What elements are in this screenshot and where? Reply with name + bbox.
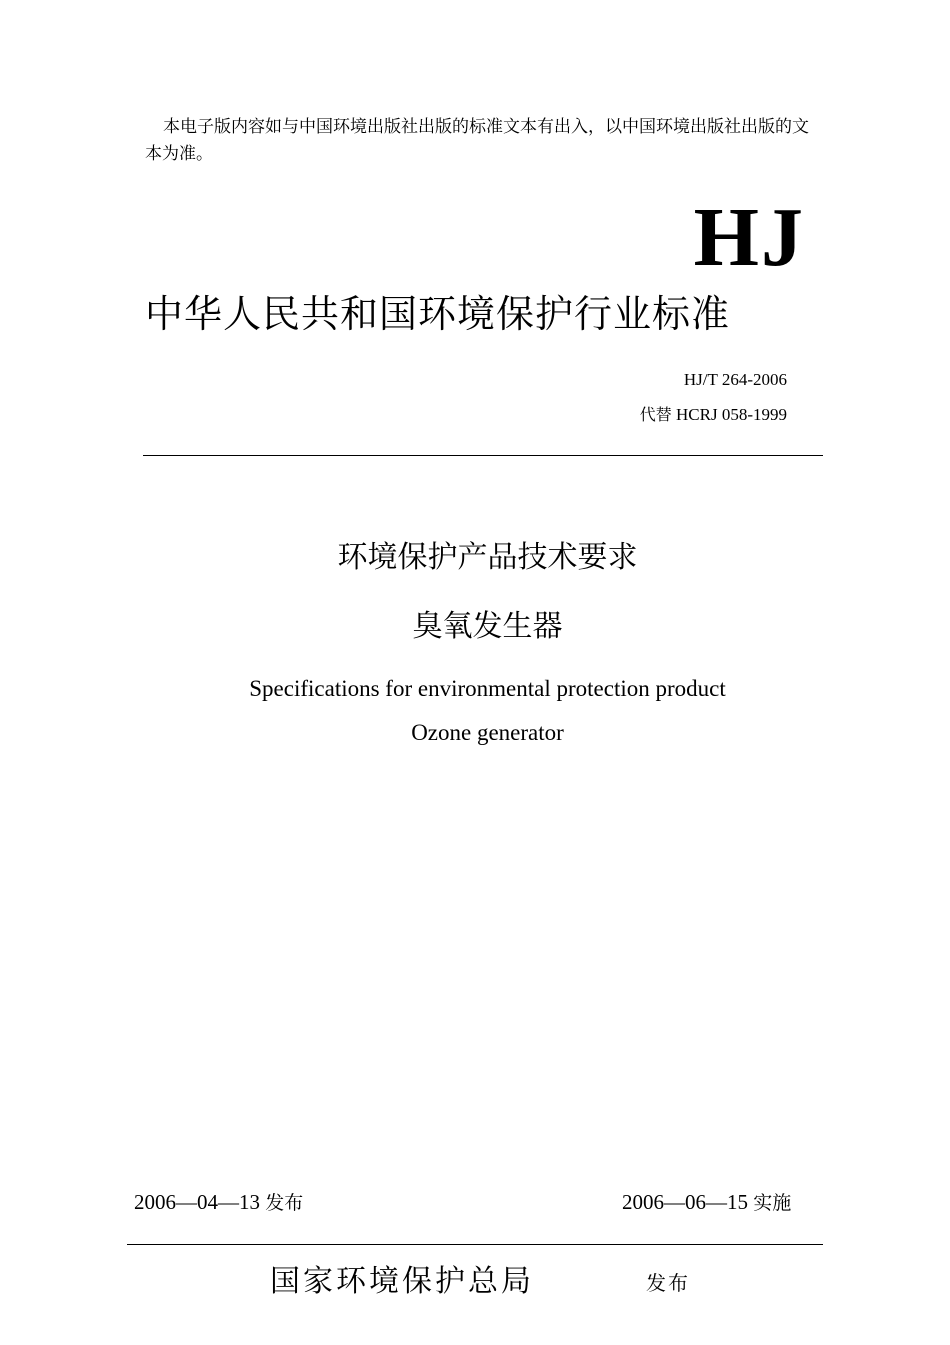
effective-date-label: 实施	[753, 1192, 792, 1214]
issuer-name: 国家环境保护总局	[270, 1264, 534, 1299]
header-divider	[143, 455, 823, 456]
standard-code: HJ/T 264-2006	[683, 370, 787, 389]
title-en-line2: Ozone generator	[411, 720, 564, 745]
replaces-line	[540, 404, 787, 426]
issue-date-line	[134, 1188, 303, 1217]
replaces-code: HCRJ 058-1999	[676, 405, 787, 424]
notice-text: 本电子版内容如与中国环境出版社出版的标准文本有出入，以中国环境出版社出版的文本为准。	[145, 117, 809, 164]
issuer-issue-label: 发布	[646, 1271, 690, 1295]
title-en-line1: Specifications for environmental protection product	[249, 676, 726, 701]
issue-date-label: 发布	[265, 1192, 304, 1214]
title-cn-line2: 臭氧发生器	[412, 609, 563, 644]
replaces-prefix: 代替	[639, 405, 672, 424]
title-cn-line1: 环境保护产品技术要求	[337, 540, 638, 575]
standard-type-title: 中华人民共和国环境保护行业标准	[145, 292, 731, 336]
footer-divider	[127, 1244, 823, 1245]
hj-mark: HJ	[693, 191, 805, 284]
effective-date: 2006—06—15	[622, 1190, 748, 1214]
issue-date: 2006—04—13	[134, 1190, 260, 1214]
effective-date-line	[622, 1188, 791, 1217]
